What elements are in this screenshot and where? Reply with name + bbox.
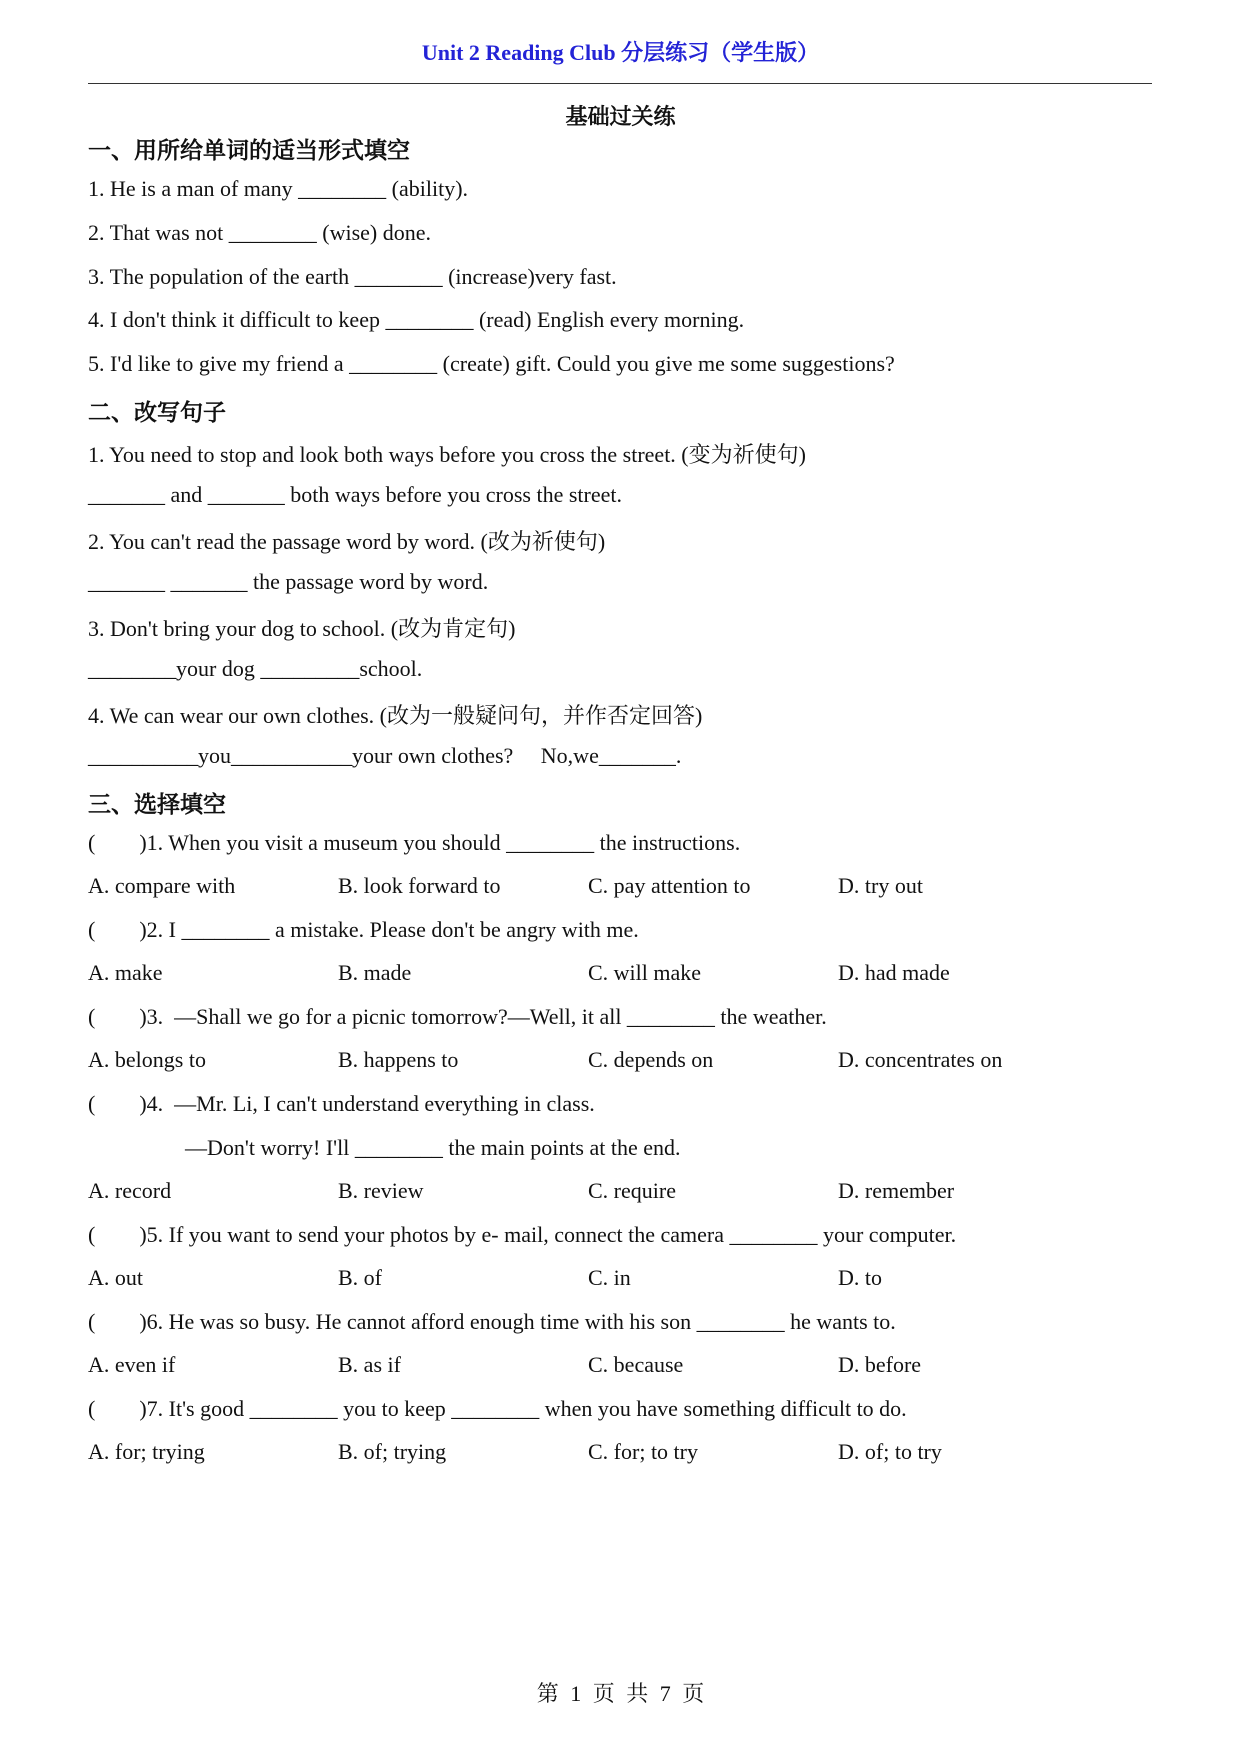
document-header-title: Unit 2 Reading Club 分层练习（学生版） <box>421 40 820 65</box>
header-divider <box>88 83 1152 84</box>
q3-options <box>88 1047 1152 1077</box>
q3-option-b[interactable]: B. happens to <box>338 1047 459 1072</box>
s2-question-2: 2. You can't read the passage word by word. (改为祈使句) <box>88 529 606 554</box>
q4-option-b[interactable]: B. review <box>338 1178 424 1203</box>
q6-option-b[interactable]: B. as if <box>338 1352 401 1377</box>
s1-item-4: 4. I don't think it difficult to keep ________ (read) English every morning. <box>88 307 745 332</box>
q7-option-d[interactable]: D. of; to try <box>838 1439 942 1464</box>
q5-option-d[interactable]: D. to <box>838 1265 882 1290</box>
q2-option-b[interactable]: B. made <box>338 960 412 985</box>
q6-options <box>88 1352 1152 1382</box>
q1-option-d[interactable]: D. try out <box>838 873 923 898</box>
q3-option-c[interactable]: C. depends on <box>588 1047 714 1072</box>
q2-option-a[interactable]: A. make <box>88 960 163 985</box>
q5-options <box>88 1265 1152 1295</box>
q1-stem: ( )1. When you visit a museum you should ________ the instructions. <box>88 830 741 855</box>
q4-stem-reply: —Don't worry! I'll ________ the main points at the end. <box>185 1135 681 1160</box>
q4-option-d[interactable]: D. remember <box>838 1178 955 1203</box>
q7-option-b[interactable]: B. of; trying <box>338 1439 447 1464</box>
section2-title: 二、改写句子 <box>88 400 226 425</box>
q6-option-c[interactable]: C. because <box>588 1352 684 1377</box>
q4-options <box>88 1178 1152 1208</box>
q4-stem: ( )4. —Mr. Li, I can't understand everything in class. <box>88 1091 595 1116</box>
q7-stem: ( )7. It's good ________ you to keep ________ when you have something difficult to do. <box>88 1396 907 1421</box>
q7-option-c[interactable]: C. for; to try <box>588 1439 698 1464</box>
s1-item-2: 2. That was not ________ (wise) done. <box>88 220 431 245</box>
s1-item-3: 3. The population of the earth ________ (increase)very fast. <box>88 264 617 289</box>
q6-stem: ( )6. He was so busy. He cannot afford enough time with his son ________ he wants to. <box>88 1309 896 1334</box>
page-number-footer: 第 1 页 共 7 页 <box>536 1681 705 1706</box>
s2-answer-2: _______ _______ the passage word by word. <box>88 569 489 594</box>
s2-answer-1: _______ and _______ both ways before you cross the street. <box>88 482 623 507</box>
q3-option-d[interactable]: D. concentrates on <box>838 1047 1003 1072</box>
q3-stem: ( )3. —Shall we go for a picnic tomorrow?—Well, it all ________ the weather. <box>88 1004 827 1029</box>
q1-option-b[interactable]: B. look forward to <box>338 873 501 898</box>
s2-question-3: 3. Don't bring your dog to school. (改为肯定句) <box>88 616 516 641</box>
q6-option-a[interactable]: A. even if <box>88 1352 176 1377</box>
q7-options <box>88 1439 1152 1469</box>
q1-options <box>88 873 1152 903</box>
s2-answer-4: __________you___________your own clothes? No,we_______. <box>88 743 682 768</box>
s1-item-1: 1. He is a man of many ________ (ability). <box>88 176 469 201</box>
q5-stem: ( )5. If you want to send your photos by e- mail, connect the camera ________ your computer. <box>88 1222 957 1247</box>
q2-option-d[interactable]: D. had made <box>838 960 950 985</box>
q4-option-a[interactable]: A. record <box>88 1178 172 1203</box>
level-subtitle: 基础过关练 <box>565 104 676 129</box>
s2-question-1: 1. You need to stop and look both ways before you cross the street. (变为祈使句) <box>88 442 806 467</box>
q5-option-b[interactable]: B. of <box>338 1265 382 1290</box>
q2-option-c[interactable]: C. will make <box>588 960 702 985</box>
q5-option-c[interactable]: C. in <box>588 1265 631 1290</box>
q1-option-c[interactable]: C. pay attention to <box>588 873 751 898</box>
s2-question-4: 4. We can wear our own clothes. (改为一般疑问句，并作否定回答) <box>88 703 703 728</box>
s1-item-5: 5. I'd like to give my friend a ________ (create) gift. Could you give me some suggestions? <box>88 351 895 376</box>
q3-option-a[interactable]: A. belongs to <box>88 1047 206 1072</box>
s2-answer-3: ________your dog _________school. <box>88 656 423 681</box>
q7-option-a[interactable]: A. for; trying <box>88 1439 205 1464</box>
q4-option-c[interactable]: C. require <box>588 1178 676 1203</box>
section1-title: 一、用所给单词的适当形式填空 <box>88 138 410 163</box>
q1-option-a[interactable]: A. compare with <box>88 873 236 898</box>
q6-option-d[interactable]: D. before <box>838 1352 922 1377</box>
q5-option-a[interactable]: A. out <box>88 1265 143 1290</box>
section3-title: 三、选择填空 <box>88 792 226 817</box>
q2-options <box>88 960 1152 990</box>
q2-stem: ( )2. I ________ a mistake. Please don't be angry with me. <box>88 917 639 942</box>
